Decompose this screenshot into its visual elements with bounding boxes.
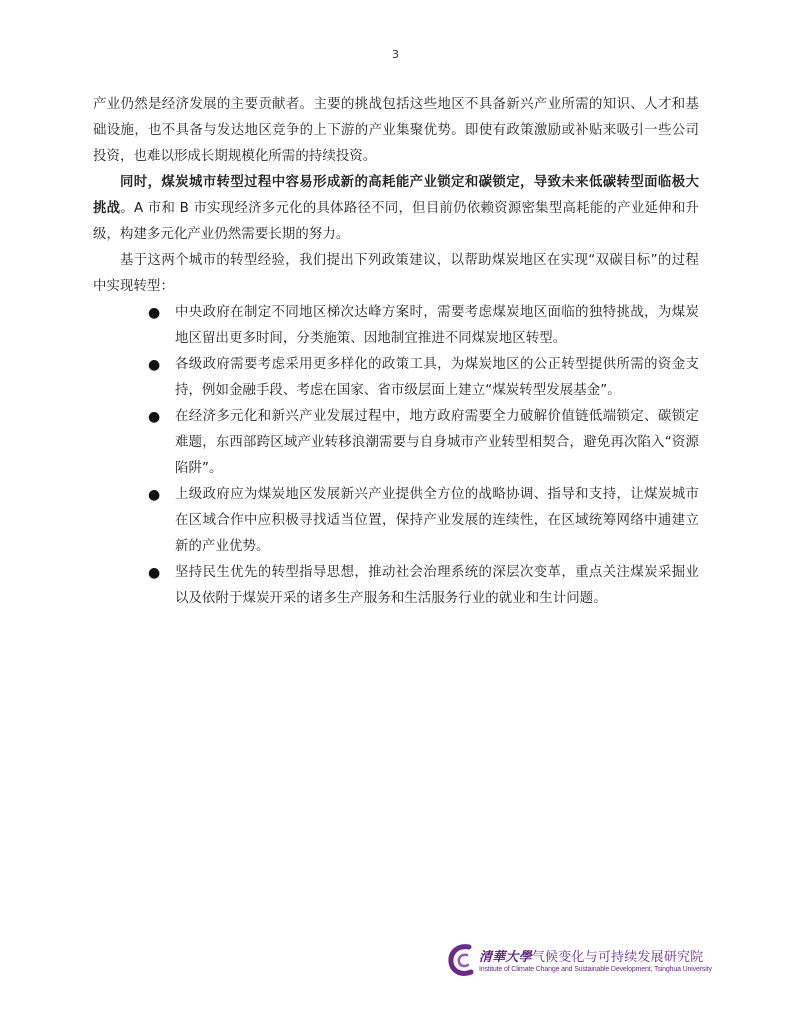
list-item	[93, 482, 699, 560]
list-item-text: 在经济多元化和新兴产业发展过程中，地方政府需要全力破解价值链低端锁定、碳锁定难题，东西部跨区域产业转移浪潮需要与自身城市产业转型相契合，避免再次陷入“资源陷阱”。	[175, 409, 699, 476]
institute-name-cn	[479, 946, 703, 965]
bullet-icon: ●	[148, 357, 161, 373]
list-item	[93, 352, 699, 404]
paragraph-intro: 产业仍然是经济发展的主要贡献者。主要的挑战包括这些地区不具备新兴产业所需的知识、人才和基础设施，也不具备与发达地区竞争的上下游的产业集聚优势。即使有政策激励或补贴来吸引一些公司投资，也难以形成长期规模化所需的持续投资。	[93, 97, 699, 164]
institute-logo	[447, 941, 712, 981]
bullet-icon: ●	[148, 305, 161, 321]
university-name: 清華大學	[479, 950, 532, 965]
emphasis-text: 同时，煤炭城市转型过程中容易形成新的高耗能产业锁定和碳锁定，导致未来低碳转型面临极大挑战	[93, 175, 699, 216]
page-number: 3	[392, 48, 399, 61]
list-item-text: 坚持民生优先的转型指导思想，推动社会治理系统的深层次变革，重点关注煤炭采掘业以及依附于煤炭开采的诸多生产服务和生活服务行业的就业和生计问题。	[175, 565, 699, 606]
list-item	[93, 404, 699, 482]
institute-logo-mark-icon	[447, 941, 475, 979]
institute-name-en: Institute of Climate Change and Sustainable Development, Tsinghua University	[479, 966, 712, 973]
bullet-icon: ●	[148, 487, 161, 503]
list-item	[93, 300, 699, 352]
paragraph-lock-in	[93, 170, 699, 248]
bullet-icon: ●	[148, 565, 161, 581]
paragraph-lock-in-rest: 。A 市和 B 市实现经济多元化的具体路径不同，但目前仍依赖资源密集型高耗能的产业延伸和升级，构建多元化产业仍然需要长期的努力。	[93, 201, 699, 242]
document-body	[93, 92, 699, 612]
list-item-text: 上级政府应为煤炭地区发展新兴产业提供全方位的战略协调、指导和支持，让煤炭城市在区域合作中应积极寻找适当位置，保持产业发展的连续性，在区域统筹网络中逋建立新的产业优势。	[175, 487, 699, 554]
list-item-text: 中央政府在制定不同地区梯次达峰方案时，需要考虑煤炭地区面临的独特挑战，为煤炭地区留出更多时间，分类施策、因地制宜推进不同煤炭地区转型。	[175, 305, 699, 346]
paragraph-policy-intro: 基于这两个城市的转型经验，我们提出下列政策建议，以帮助煤炭地区在实现“双碳目标”的过程中实现转型：	[93, 253, 699, 294]
list-item-text: 各级政府需要考虑采用更多样化的政策工具，为煤炭地区的公正转型提供所需的资金支持，例如金融手段、考虑在国家、省市级层面上建立“煤炭转型发展基金”。	[175, 357, 699, 398]
bullet-icon: ●	[148, 409, 161, 425]
institute-name: 气候变化与可持续发展研究院	[531, 950, 704, 965]
list-item	[93, 560, 699, 612]
recommendation-list	[93, 300, 699, 612]
